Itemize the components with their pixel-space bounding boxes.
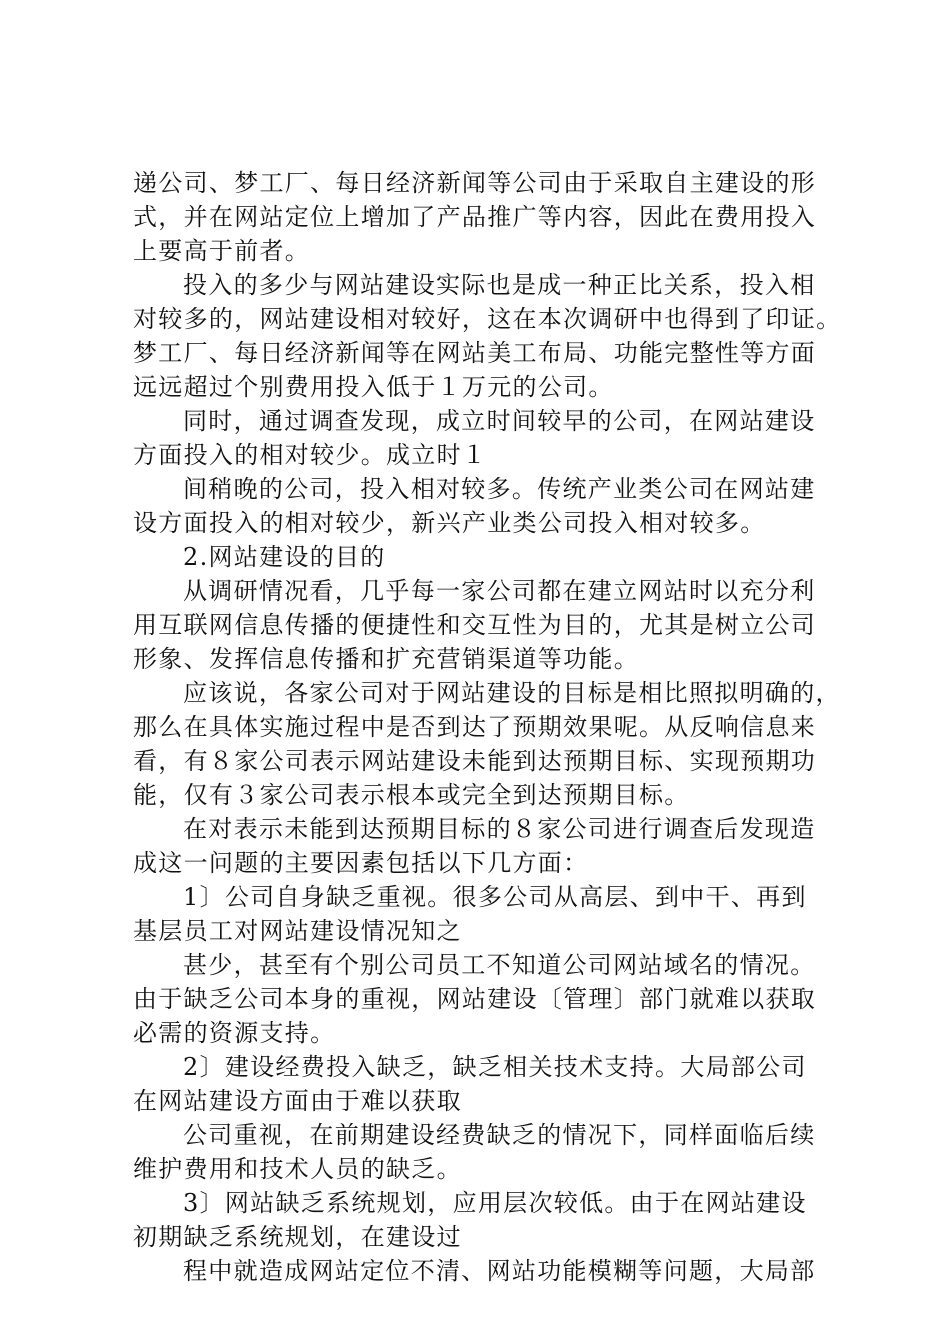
text-line: 能，仅有３家公司表示根本或完全到达预期目标。 [133,781,690,809]
text-line: 方面投入的相对较少。成立时１ [133,441,488,469]
document-body [133,166,842,1288]
text-line: 1〕公司自身缺乏重视。很多公司从高层、到中干、再到 [183,883,807,911]
text-line: 在对表示未能到达预期目标的８家公司进行调查后发现造 [183,815,816,843]
text-line: 形象、发挥信息传播和扩充营销渠道等功能。 [133,645,639,673]
text-line: 式，并在网站定位上增加了产品推广等内容，因此在费用投入 [133,203,817,231]
text-line: 必需的资源支持。 [133,1019,336,1047]
text-line: 那么在具体实施过程中是否到达了预期效果呢。从反响信息来 [133,713,817,741]
text-line: 程中就造成网站定位不清、网站功能模糊等问题，大局部 [183,1257,816,1285]
text-line: 初期缺乏系统规划，在建设过 [133,1223,462,1251]
text-line: 看，有８家公司表示网站建设未能到达预期目标、实现预期功 [133,747,817,775]
text-line: 2〕建设经费投入缺乏，缺乏相关技术支持。大局部公司 [183,1053,807,1081]
text-line: 维护费用和技术人员的缺乏。 [133,1155,462,1183]
text-line: 基层员工对网站建设情况知之 [133,917,462,945]
text-line: 用互联网信息传播的便捷性和交互性为目的，尤其是树立公司 [133,611,817,639]
text-line: 同时，通过调查发现，成立时间较早的公司，在网站建设 [183,407,816,435]
text-line: 间稍晚的公司，投入相对较多。传统产业类公司在网站建 [183,475,816,503]
text-line: 公司重视，在前期建设经费缺乏的情况下，同样面临后续 [183,1121,816,1149]
text-line: 在网站建设方面由于难以获取 [133,1087,462,1115]
text-line: 递公司、梦工厂、每日经济新闻等公司由于采取自主建设的形 [133,169,817,197]
text-line: 梦工厂、每日经济新闻等在网站美工布局、功能完整性等方面 [133,339,817,367]
text-line: 3〕网站缺乏系统规划，应用层次较低。由于在网站建设 [183,1189,807,1217]
text-line: 从调研情况看，几乎每一家公司都在建立网站时以充分利 [183,577,816,605]
text-line: 2.网站建设的目的 [183,543,386,571]
text-line: 甚少，甚至有个别公司员工不知道公司网站域名的情况。 [183,951,816,979]
text-line: 由于缺乏公司本身的重视，网站建设〔管理〕部门就难以获取 [133,985,817,1013]
text-line: 远远超过个别费用投入低于１万元的公司。 [133,373,614,401]
text-line: 投入的多少与网站建设实际也是成一种正比关系，投入相 [183,271,816,299]
text-line: 应该说，各家公司对于网站建设的目标是相比照拟明确的， [183,679,841,707]
text-line: 成这一问题的主要因素包括以下几方面： [133,849,589,877]
text-line: 上要高于前者。 [133,237,311,265]
text-line: 对较多的，网站建设相对较好，这在本次调研中也得到了印证。 [133,305,842,333]
text-line: 设方面投入的相对较少，新兴产业类公司投入相对较多。 [133,509,766,537]
